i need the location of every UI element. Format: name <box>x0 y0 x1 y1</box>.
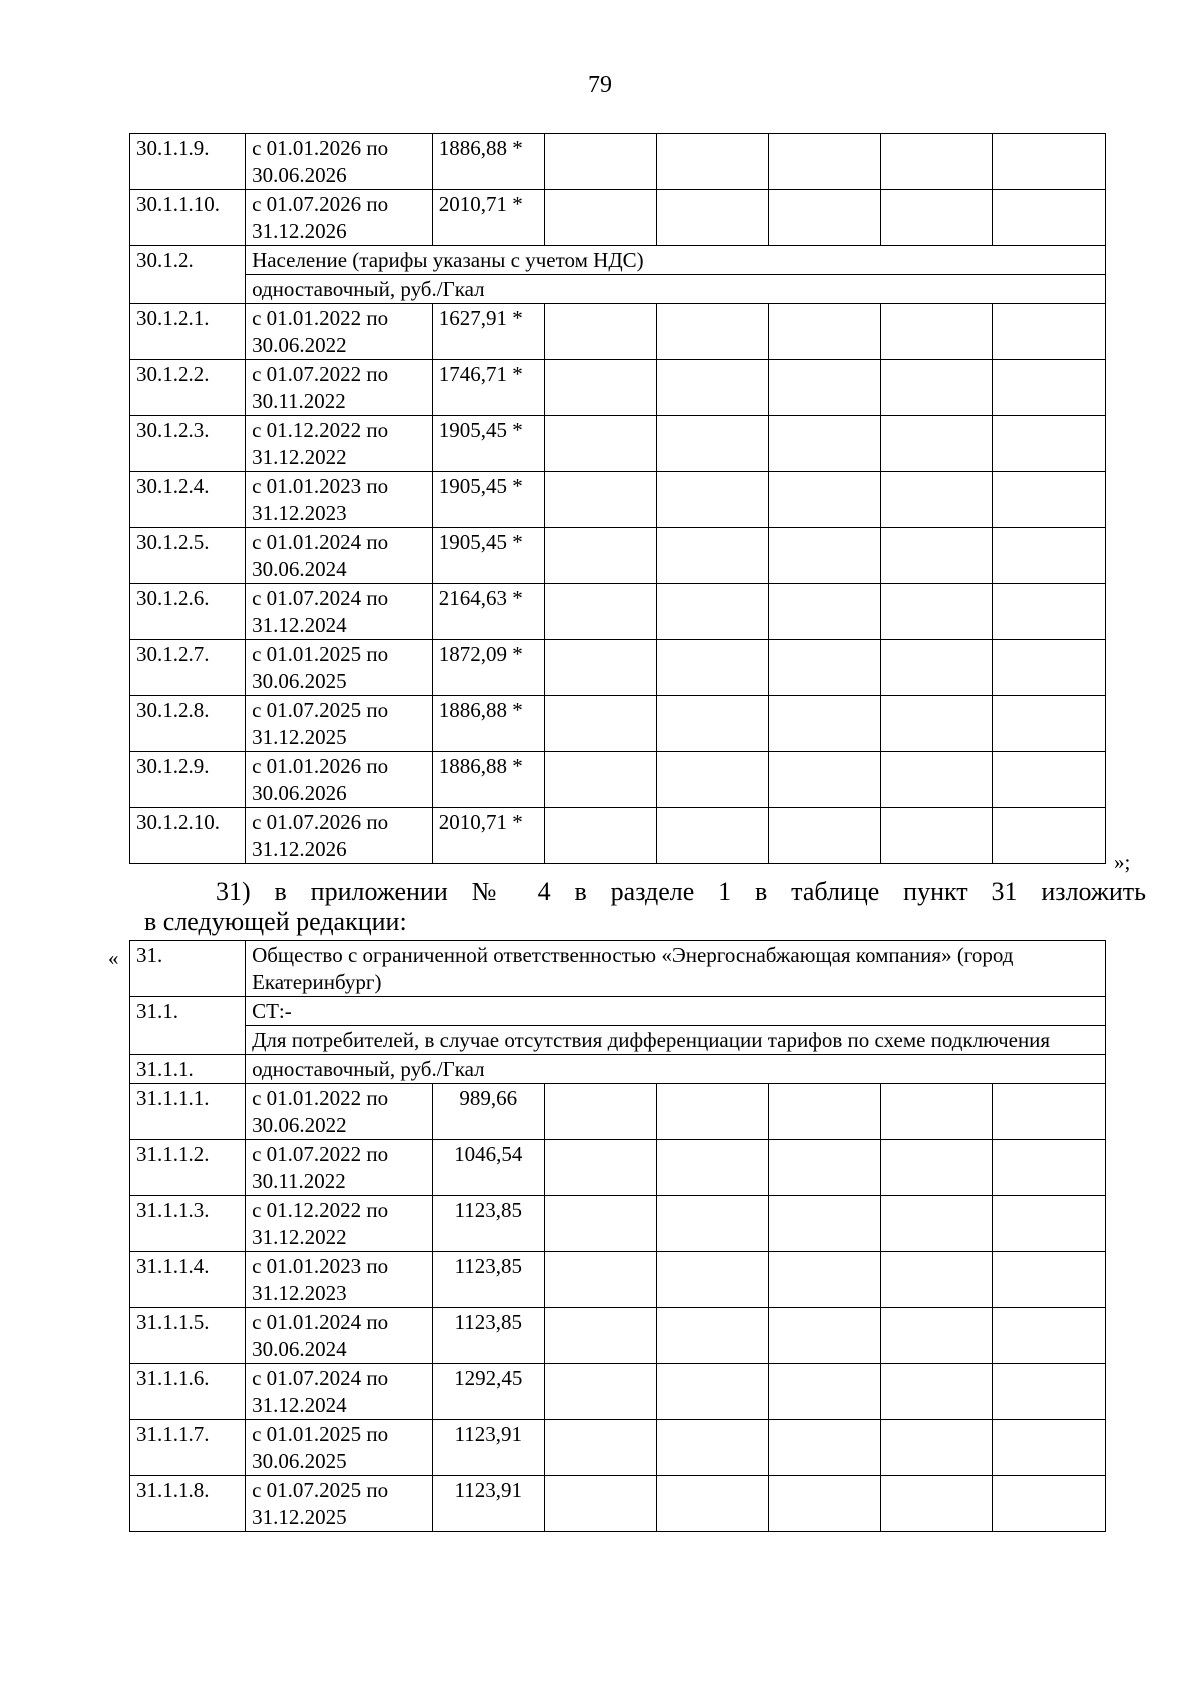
period-line: с 01.01.2022 по <box>252 1086 389 1110</box>
period-line: с 01.07.2026 по <box>252 810 389 834</box>
empty-cell <box>992 1364 1105 1420</box>
row-number: 30.1.1.10. <box>130 190 246 246</box>
table-row <box>130 1420 1106 1476</box>
empty-cell <box>544 808 656 864</box>
table-row <box>130 584 1106 640</box>
row-number: 30.1.2.7. <box>130 640 246 696</box>
empty-cell <box>880 134 992 190</box>
table-row <box>130 808 1106 864</box>
period-line: 30.06.2026 <box>252 781 347 805</box>
empty-cell <box>768 1364 880 1420</box>
row-period <box>246 640 433 696</box>
row-number: 30.1.2.1. <box>130 304 246 360</box>
group-number: 30.1.2. <box>130 246 246 304</box>
period-line: 30.06.2024 <box>252 557 347 581</box>
table-row <box>130 528 1106 584</box>
table-row <box>130 752 1106 808</box>
empty-cell <box>656 1252 768 1308</box>
row-value: 1123,91 <box>432 1420 544 1476</box>
opening-quote: « <box>108 946 119 970</box>
empty-cell <box>880 190 992 246</box>
empty-cell <box>544 1140 656 1196</box>
table-row <box>130 696 1106 752</box>
empty-cell <box>880 808 992 864</box>
row-value: 1872,09 * <box>432 640 544 696</box>
row-number: 30.1.2.10. <box>130 808 246 864</box>
empty-cell <box>880 1196 992 1252</box>
empty-cell <box>880 1476 992 1532</box>
empty-cell <box>768 584 880 640</box>
row-number: 30.1.2.3. <box>130 416 246 472</box>
row-value: 1905,45 * <box>432 528 544 584</box>
row-number: 31.1.1.6. <box>130 1364 246 1420</box>
row-period <box>246 416 433 472</box>
row-number: 31.1.1.2. <box>130 1140 246 1196</box>
amendment-paragraph-line-1: 31) в приложении № 4 в разделе 1 в таблице пункт 31 изложить <box>216 877 1146 906</box>
table-row <box>130 360 1106 416</box>
empty-cell <box>544 584 656 640</box>
empty-cell <box>544 752 656 808</box>
empty-cell <box>544 1084 656 1140</box>
period-line: с 01.12.2022 по <box>252 418 389 442</box>
empty-cell <box>880 696 992 752</box>
empty-cell <box>656 528 768 584</box>
row-value: 1123,85 <box>432 1252 544 1308</box>
period-line: 31.12.2023 <box>252 1281 347 1305</box>
empty-cell <box>880 752 992 808</box>
period-line: 31.12.2023 <box>252 501 347 525</box>
row-period <box>246 304 433 360</box>
row-value: 1046,54 <box>432 1140 544 1196</box>
empty-cell <box>880 1364 992 1420</box>
tariff-table-continued <box>129 133 1106 864</box>
empty-cell <box>880 472 992 528</box>
empty-cell <box>544 1196 656 1252</box>
period-line: с 01.07.2025 по <box>252 698 389 722</box>
row-value: 1905,45 * <box>432 416 544 472</box>
org-row <box>130 941 1106 997</box>
empty-cell <box>768 696 880 752</box>
empty-cell <box>992 416 1105 472</box>
empty-cell <box>768 360 880 416</box>
row-period <box>246 1364 433 1420</box>
empty-cell <box>768 528 880 584</box>
row-period <box>246 528 433 584</box>
row-value: 1292,45 <box>432 1364 544 1420</box>
empty-cell <box>656 1476 768 1532</box>
period-line: с 01.01.2023 по <box>252 1254 389 1278</box>
table-row <box>130 472 1106 528</box>
period-line: 30.06.2022 <box>252 1113 347 1137</box>
table2-body <box>130 941 1106 1532</box>
empty-cell <box>544 1476 656 1532</box>
row-value: 1123,85 <box>432 1196 544 1252</box>
empty-cell <box>992 696 1105 752</box>
period-line: с 01.12.2022 по <box>252 1198 389 1222</box>
empty-cell <box>544 1364 656 1420</box>
table-row <box>130 1196 1106 1252</box>
group-title: Население (тарифы указаны с учетом НДС) <box>246 246 1106 275</box>
empty-cell <box>768 1420 880 1476</box>
row-period <box>246 472 433 528</box>
row-number: 30.1.2.8. <box>130 696 246 752</box>
empty-cell <box>768 1476 880 1532</box>
row-period <box>246 190 433 246</box>
empty-cell <box>656 1196 768 1252</box>
empty-cell <box>880 1420 992 1476</box>
empty-cell <box>768 1252 880 1308</box>
row-value: 1123,85 <box>432 1308 544 1364</box>
empty-cell <box>992 1308 1105 1364</box>
row-number: 31.1.1.4. <box>130 1252 246 1308</box>
period-line: с 01.01.2024 по <box>252 1310 389 1334</box>
table-row <box>130 640 1106 696</box>
section-description: Для потребителей, в случае отсутствия дифференциации тарифов по схеме подключения <box>246 1026 1106 1055</box>
empty-cell <box>880 528 992 584</box>
row-number: 31.1.1.8. <box>130 1476 246 1532</box>
empty-cell <box>768 1196 880 1252</box>
empty-cell <box>768 640 880 696</box>
period-line: 31.12.2022 <box>252 445 347 469</box>
empty-cell <box>656 190 768 246</box>
empty-cell <box>992 808 1105 864</box>
empty-cell <box>544 134 656 190</box>
empty-cell <box>992 1252 1105 1308</box>
empty-cell <box>768 752 880 808</box>
period-line: 31.12.2024 <box>252 1393 347 1417</box>
row-number: 31.1.1.3. <box>130 1196 246 1252</box>
empty-cell <box>656 752 768 808</box>
empty-cell <box>992 360 1105 416</box>
empty-cell <box>656 1308 768 1364</box>
period-line: с 01.07.2022 по <box>252 362 389 386</box>
table-row <box>130 1140 1106 1196</box>
row-period <box>246 360 433 416</box>
empty-cell <box>656 584 768 640</box>
period-line: 31.12.2024 <box>252 613 347 637</box>
row-value: 1886,88 * <box>432 752 544 808</box>
period-line: 30.06.2025 <box>252 669 347 693</box>
period-line: с 01.07.2024 по <box>252 1366 389 1390</box>
period-line: с 01.01.2025 по <box>252 1422 389 1446</box>
empty-cell <box>880 1084 992 1140</box>
row-number: 30.1.2.6. <box>130 584 246 640</box>
empty-cell <box>768 1308 880 1364</box>
empty-cell <box>656 696 768 752</box>
empty-cell <box>544 1252 656 1308</box>
row-period <box>246 134 433 190</box>
empty-cell <box>656 1364 768 1420</box>
org-number: 31. <box>130 941 246 997</box>
period-line: 30.06.2024 <box>252 1337 347 1361</box>
empty-cell <box>544 304 656 360</box>
empty-cell <box>656 808 768 864</box>
table-row <box>130 134 1106 190</box>
row-period <box>246 1252 433 1308</box>
section-number: 31.1. <box>130 997 246 1055</box>
row-value: 1905,45 * <box>432 472 544 528</box>
empty-cell <box>880 1308 992 1364</box>
empty-cell <box>768 134 880 190</box>
row-period <box>246 1420 433 1476</box>
page-number: 79 <box>588 72 612 98</box>
empty-cell <box>656 472 768 528</box>
subsection-number: 31.1.1. <box>130 1055 246 1084</box>
period-line: 31.12.2026 <box>252 219 347 243</box>
period-line: с 01.07.2022 по <box>252 1142 389 1166</box>
section-row <box>130 997 1106 1026</box>
empty-cell <box>880 640 992 696</box>
row-number: 30.1.1.9. <box>130 134 246 190</box>
closing-quote: »; <box>1114 850 1131 874</box>
row-value: 2010,71 * <box>432 190 544 246</box>
empty-cell <box>768 1140 880 1196</box>
row-value: 1746,71 * <box>432 360 544 416</box>
empty-cell <box>992 190 1105 246</box>
empty-cell <box>992 1420 1105 1476</box>
empty-cell <box>768 304 880 360</box>
row-value: 1886,88 * <box>432 134 544 190</box>
empty-cell <box>992 584 1105 640</box>
period-line: с 01.01.2022 по <box>252 306 389 330</box>
period-line: с 01.01.2023 по <box>252 474 389 498</box>
empty-cell <box>992 1084 1105 1140</box>
empty-cell <box>768 1084 880 1140</box>
empty-cell <box>992 472 1105 528</box>
org-name: Общество с ограниченной ответственностью «Энергоснабжающая компания» (город Екатеринбург) <box>246 941 1106 997</box>
empty-cell <box>880 360 992 416</box>
empty-cell <box>544 528 656 584</box>
empty-cell <box>880 304 992 360</box>
period-line: 30.06.2026 <box>252 163 347 187</box>
empty-cell <box>880 1140 992 1196</box>
row-period <box>246 1476 433 1532</box>
table-row <box>130 190 1106 246</box>
empty-cell <box>544 1420 656 1476</box>
empty-cell <box>992 528 1105 584</box>
empty-cell <box>768 808 880 864</box>
amendment-paragraph-line-2: в следующей редакции: <box>144 907 407 936</box>
empty-cell <box>992 304 1105 360</box>
period-line: с 01.01.2026 по <box>252 136 389 160</box>
table-group-subtitle-row <box>130 275 1106 304</box>
table-row <box>130 416 1106 472</box>
empty-cell <box>880 1252 992 1308</box>
period-line: 30.06.2022 <box>252 333 347 357</box>
empty-cell <box>992 1140 1105 1196</box>
empty-cell <box>544 360 656 416</box>
period-line: с 01.01.2025 по <box>252 642 389 666</box>
table-row <box>130 304 1106 360</box>
table-row <box>130 1364 1106 1420</box>
row-period <box>246 1140 433 1196</box>
table-row <box>130 1476 1106 1532</box>
table-row <box>130 1308 1106 1364</box>
row-period <box>246 1308 433 1364</box>
period-line: 30.06.2025 <box>252 1449 347 1473</box>
row-period <box>246 808 433 864</box>
row-period <box>246 1196 433 1252</box>
subsection-row <box>130 1055 1106 1084</box>
empty-cell <box>768 416 880 472</box>
period-line: 31.12.2025 <box>252 725 347 749</box>
empty-cell <box>992 134 1105 190</box>
row-period <box>246 696 433 752</box>
period-line: 31.12.2022 <box>252 1225 347 1249</box>
empty-cell <box>656 640 768 696</box>
row-number: 30.1.2.9. <box>130 752 246 808</box>
section-description-row <box>130 1026 1106 1055</box>
period-line: с 01.07.2024 по <box>252 586 389 610</box>
row-value: 2010,71 * <box>432 808 544 864</box>
row-value: 989,66 <box>432 1084 544 1140</box>
empty-cell <box>656 134 768 190</box>
table1-body <box>130 134 1106 864</box>
period-line: с 01.01.2026 по <box>252 754 389 778</box>
table-group-row <box>130 246 1106 275</box>
empty-cell <box>544 190 656 246</box>
row-number: 30.1.2.4. <box>130 472 246 528</box>
empty-cell <box>880 416 992 472</box>
period-line: с 01.07.2026 по <box>252 192 389 216</box>
row-number: 30.1.2.2. <box>130 360 246 416</box>
row-period <box>246 1084 433 1140</box>
empty-cell <box>656 304 768 360</box>
period-line: 31.12.2026 <box>252 837 347 861</box>
row-value: 1886,88 * <box>432 696 544 752</box>
empty-cell <box>992 752 1105 808</box>
row-period <box>246 752 433 808</box>
empty-cell <box>544 1308 656 1364</box>
empty-cell <box>656 416 768 472</box>
empty-cell <box>768 472 880 528</box>
period-line: 30.11.2022 <box>252 389 346 413</box>
empty-cell <box>656 1140 768 1196</box>
tariff-table-item-31 <box>129 940 1106 1532</box>
empty-cell <box>992 640 1105 696</box>
row-number: 31.1.1.5. <box>130 1308 246 1364</box>
empty-cell <box>656 1084 768 1140</box>
empty-cell <box>656 1420 768 1476</box>
empty-cell <box>544 472 656 528</box>
period-line: 30.11.2022 <box>252 1169 346 1193</box>
period-line: с 01.01.2024 по <box>252 530 389 554</box>
empty-cell <box>992 1476 1105 1532</box>
empty-cell <box>656 360 768 416</box>
row-value: 1123,91 <box>432 1476 544 1532</box>
period-line: с 01.07.2025 по <box>252 1478 389 1502</box>
empty-cell <box>544 696 656 752</box>
empty-cell <box>768 190 880 246</box>
row-number: 31.1.1.7. <box>130 1420 246 1476</box>
empty-cell <box>992 1196 1105 1252</box>
row-number: 31.1.1.1. <box>130 1084 246 1140</box>
row-period <box>246 584 433 640</box>
group-subtitle: одноставочный, руб./Гкал <box>246 275 1106 304</box>
table-row <box>130 1084 1106 1140</box>
period-line: 31.12.2025 <box>252 1505 347 1529</box>
row-number: 30.1.2.5. <box>130 528 246 584</box>
row-value: 1627,91 * <box>432 304 544 360</box>
empty-cell <box>880 584 992 640</box>
section-st: СТ:- <box>246 997 1106 1026</box>
table-row <box>130 1252 1106 1308</box>
row-value: 2164,63 * <box>432 584 544 640</box>
empty-cell <box>544 640 656 696</box>
subsection-title: одноставочный, руб./Гкал <box>246 1055 1106 1084</box>
empty-cell <box>544 416 656 472</box>
